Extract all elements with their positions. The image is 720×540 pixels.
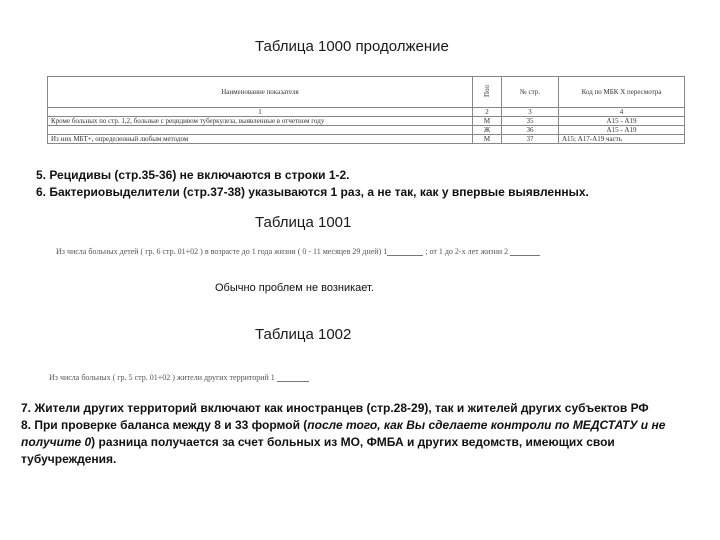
table-1001-title: Таблица 1001: [255, 214, 352, 231]
row-sex: М: [473, 117, 502, 126]
table-row: [48, 117, 685, 126]
row-indicator: Кроме больных по стр. 1,2, больные с рецидивом туберкулеза, выявленные в отчетном году: [48, 117, 473, 126]
table-1001-form: [56, 247, 540, 256]
blank-field-1-2-years[interactable]: [510, 247, 540, 256]
note-8-text-b: ) разница получается за счет больных из МО, ФМБА и других ведомств, имеющих свои тубучреждения.: [21, 435, 615, 466]
numbering-cell: 3: [502, 108, 559, 117]
blank-field-under-1-year[interactable]: [387, 247, 423, 256]
row-icd-code: А15 - А19: [559, 126, 685, 135]
table-1002-form: [49, 373, 309, 382]
table-1001-form-text-2: ; от 1 до 2-х лет жизни 2: [425, 247, 509, 256]
blank-field-other-territories[interactable]: [277, 373, 309, 382]
table-1001-note: Обычно проблем не возникает.: [215, 282, 374, 294]
table-numbering-row: [48, 108, 685, 117]
notes-block: [21, 400, 701, 468]
numbering-cell: 1: [48, 108, 473, 117]
row-number: 37: [502, 135, 559, 144]
table-1001-form-text: Из числа больных детей ( гр. 6 стр. 01+02 ) в возрасте до 1 года жизни ( 0 - 11 месяцев 29 дней) 1: [56, 247, 388, 256]
table-1002-title: Таблица 1002: [255, 326, 352, 343]
row-number: 35: [502, 117, 559, 126]
note-8-italic: после того, как Вы сделаете контроли по МЕДСТАТУ и не получите 0: [21, 418, 666, 449]
header-row-no: № стр.: [502, 77, 559, 108]
note-5: 5. Рецидивы (стр.35-36) не включаются в строки 1-2.: [36, 168, 350, 182]
header-sex: Пол: [473, 77, 502, 108]
row-indicator: Из них МБТ+, определенный любым методом: [48, 135, 473, 144]
note-8-text-a: 8. При проверке баланса между 8 и 33 формой (: [21, 418, 308, 432]
header-indicator: Наименование показателя: [48, 77, 473, 108]
row-sex: М: [473, 135, 502, 144]
row-sex: Ж: [473, 126, 502, 135]
table-1000: [47, 76, 685, 144]
row-icd-code: А15 - А19: [559, 117, 685, 126]
header-icd-code: Код по МБК Х пересмотра: [559, 77, 685, 108]
table-row: [48, 126, 685, 135]
table-1000-title: Таблица 1000 продолжение: [255, 38, 449, 55]
table-header-row: [48, 77, 685, 108]
table-row: [48, 135, 685, 144]
row-indicator: [48, 126, 473, 135]
table-1002-form-text: Из числа больных ( гр. 5 стр. 01+02 ) жители других территорий 1: [49, 373, 275, 382]
row-number: 36: [502, 126, 559, 135]
note-6: 6. Бактериовыделители (стр.37-38) указываются 1 раз, а не так, как у впервые выявленных.: [36, 185, 589, 199]
numbering-cell: 2: [473, 108, 502, 117]
row-icd-code: А15; А17-А19 часть: [559, 135, 685, 144]
note-8: [21, 417, 701, 468]
numbering-cell: 4: [559, 108, 685, 117]
note-7: 7. Жители других территорий включают как иностранцев (стр.28-29), так и жителей других субъектов РФ: [21, 401, 649, 415]
